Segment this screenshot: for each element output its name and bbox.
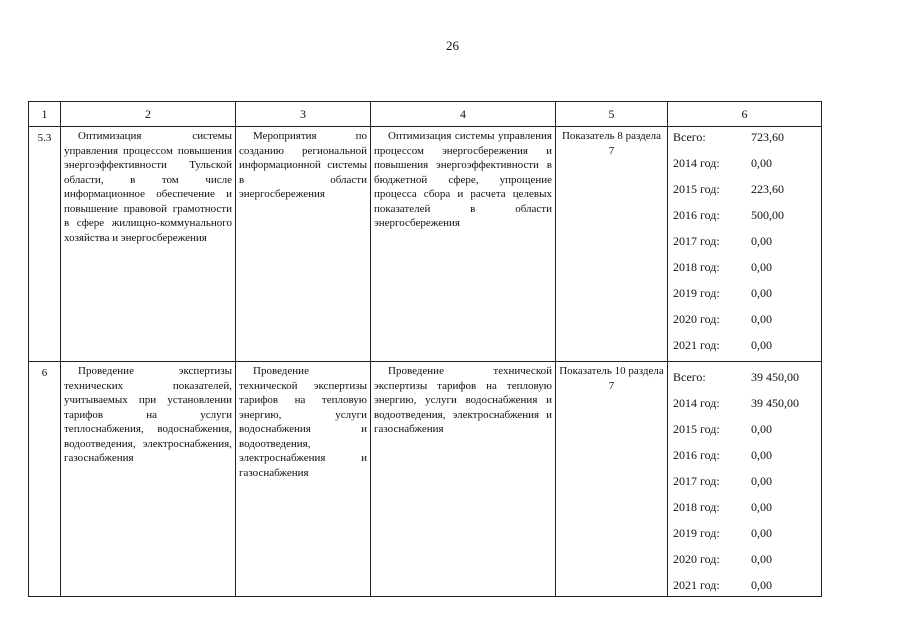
funding-label: 2017 год: <box>673 474 720 488</box>
funding-value: 39 450,00 <box>751 396 799 410</box>
header-cell-6: 6 <box>668 102 822 127</box>
funding-item <box>668 518 821 544</box>
header-cell-5: 5 <box>556 102 668 127</box>
funding-label: 2020 год: <box>673 552 720 566</box>
funding-label: Всего: <box>673 370 706 384</box>
funding-label: 2018 год: <box>673 260 720 274</box>
funding-item <box>668 388 821 414</box>
table-row <box>29 362 822 597</box>
funding-label: 2014 год: <box>673 156 720 170</box>
funding-item <box>668 231 821 257</box>
funding-label: 2016 год: <box>673 208 720 222</box>
funding-item <box>668 440 821 466</box>
funding-value: 39 450,00 <box>751 370 799 384</box>
funding-value: 0,00 <box>751 448 772 462</box>
funding-value: 0,00 <box>751 474 772 488</box>
funding-label: 2018 год: <box>673 500 720 514</box>
funding-item <box>668 153 821 179</box>
funding-value: 0,00 <box>751 338 772 352</box>
funding-item <box>668 492 821 518</box>
funding-item <box>668 205 821 231</box>
funding-label: 2015 год: <box>673 422 720 436</box>
funding-item <box>668 544 821 570</box>
header-cell-4: 4 <box>371 102 556 127</box>
expected-result: Проведение технической экспертизы тарифов на тепловую энергию, услуги водоснабжения и водоотведения, электроснабжения и газоснабжения <box>371 362 556 597</box>
program-table <box>28 101 822 597</box>
funding-cell <box>668 362 822 597</box>
measure-description: Проведение технической экспертизы тарифов на тепловую энергию, услуги водоснабжения и водоотведения, электроснабжения и газоснабжения <box>236 362 371 597</box>
funding-label: 2021 год: <box>673 338 720 352</box>
funding-value: 0,00 <box>751 422 772 436</box>
funding-item <box>668 309 821 335</box>
header-cell-3: 3 <box>236 102 371 127</box>
funding-item <box>668 414 821 440</box>
funding-item <box>668 466 821 492</box>
funding-value: 0,00 <box>751 260 772 274</box>
funding-value: 723,60 <box>751 130 784 144</box>
funding-value: 0,00 <box>751 286 772 300</box>
funding-label: 2019 год: <box>673 526 720 540</box>
funding-label: Всего: <box>673 130 706 144</box>
funding-item <box>668 570 821 596</box>
funding-item <box>668 283 821 309</box>
indicator-ref: Показатель 10 раздела 7 <box>556 362 668 597</box>
indicator-ref: Показатель 8 раздела 7 <box>556 127 668 362</box>
funding-value: 0,00 <box>751 156 772 170</box>
funding-value: 500,00 <box>751 208 784 222</box>
funding-label: 2017 год: <box>673 234 720 248</box>
funding-value: 0,00 <box>751 500 772 514</box>
funding-label: 2015 год: <box>673 182 720 196</box>
funding-value: 0,00 <box>751 234 772 248</box>
funding-item <box>668 362 821 388</box>
measure-name: Оптимизация системы управления процессом повышения энергоэффективности Тульской области, в том числе информационное обеспечение и повышение правовой грамотности в сфере жилищно-коммунального хозяйства и энергосбережения <box>61 127 236 362</box>
funding-item <box>668 179 821 205</box>
row-number: 5.3 <box>29 127 61 362</box>
funding-cell <box>668 127 822 362</box>
funding-value: 0,00 <box>751 578 772 592</box>
table-row <box>29 127 822 362</box>
funding-label: 2014 год: <box>673 396 720 410</box>
expected-result: Оптимизация системы управления процессом энергосбережения и повышения энергоэффективности в бюджетной сфере, упрощение процесса сбора и расчета целевых показателей в области энергосбережения <box>371 127 556 362</box>
header-row <box>29 102 822 127</box>
funding-label: 2020 год: <box>673 312 720 326</box>
measure-description: Мероприятия по созданию региональной информационной системы в области энергосбережения <box>236 127 371 362</box>
funding-item <box>668 335 821 361</box>
funding-item <box>668 127 821 153</box>
funding-value: 0,00 <box>751 552 772 566</box>
funding-label: 2016 год: <box>673 448 720 462</box>
funding-item <box>668 257 821 283</box>
funding-value: 0,00 <box>751 312 772 326</box>
header-cell-2: 2 <box>61 102 236 127</box>
row-number: 6 <box>29 362 61 597</box>
funding-value: 0,00 <box>751 526 772 540</box>
page-number: 26 <box>446 38 459 53</box>
header-cell-1: 1 <box>29 102 61 127</box>
measure-name: Проведение экспертизы технических показателей, учитываемых при установлении тарифов на услуги теплоснабжения, водоснабжения, водоотведения, электроснабжения, газоснабжения <box>61 362 236 597</box>
funding-value: 223,60 <box>751 182 784 196</box>
funding-label: 2019 год: <box>673 286 720 300</box>
funding-label: 2021 год: <box>673 578 720 592</box>
